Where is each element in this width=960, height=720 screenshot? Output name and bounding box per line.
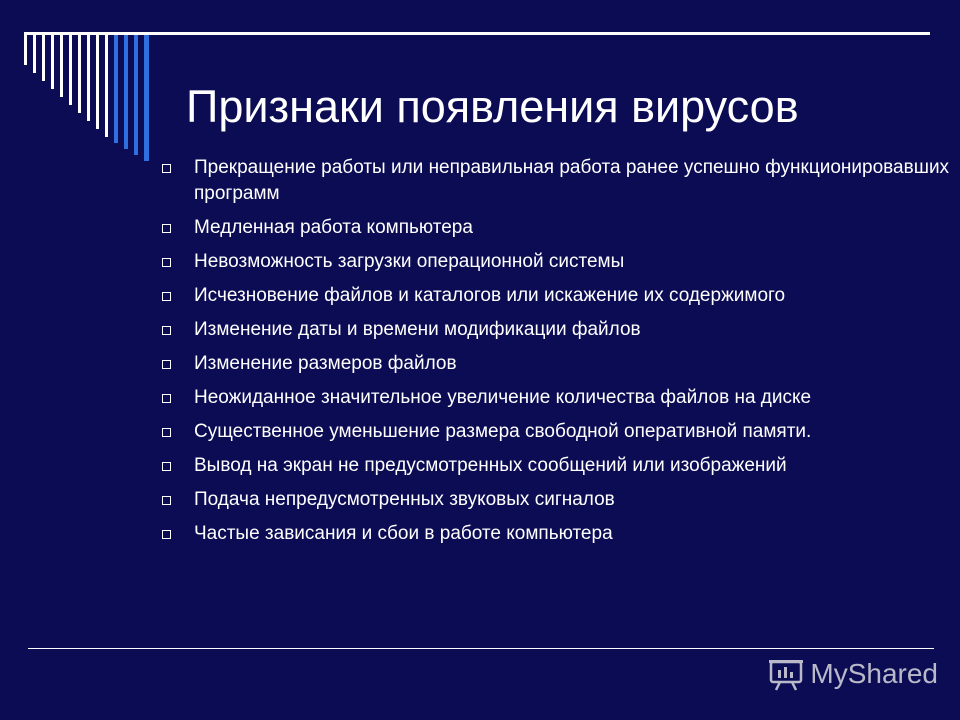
bullet-text: Частые зависания и сбои в работе компьютера: [194, 523, 613, 544]
square-bullet-icon: [162, 326, 171, 335]
bullet-item: [160, 487, 950, 513]
stripe: [42, 35, 45, 81]
watermark-logo: [768, 654, 938, 694]
stripe: [134, 35, 138, 155]
watermark-text: MyShared: [810, 658, 938, 689]
bullet-item: [160, 249, 950, 275]
bullet-item: [160, 283, 950, 309]
bullet-text: Вывод на экран не предусмотренных сообщений или изображений: [194, 455, 787, 476]
bullet-text: Неожиданное значительное увеличение количества файлов на диске: [194, 387, 812, 408]
bullet-text: Изменение размеров файлов: [194, 353, 457, 374]
stripe: [78, 35, 81, 113]
square-bullet-icon: [162, 496, 171, 505]
square-bullet-icon: [162, 530, 171, 539]
stripe: [124, 35, 128, 149]
square-bullet-icon: [162, 428, 171, 437]
bullet-list: [160, 155, 950, 547]
stripe: [24, 35, 27, 65]
stripe: [114, 35, 118, 143]
bullet-item: [160, 419, 950, 445]
bullet-text: Существенное уменьшение размера свободной оперативной памяти.: [194, 421, 812, 442]
bullet-item: [160, 521, 950, 547]
bullet-item: [160, 155, 950, 207]
classroom-board-icon: [768, 656, 804, 692]
stripe: [96, 35, 99, 129]
stripe: [105, 35, 108, 137]
bullet-item: [160, 215, 950, 241]
bullet-text: Подача непредусмотренных звуковых сигналов: [194, 489, 615, 510]
bullet-item: [160, 453, 950, 479]
bullet-text: Изменение даты и времени модификации файлов: [194, 319, 641, 340]
bullet-text: Медленная работа компьютера: [194, 217, 473, 238]
bullet-text: Исчезновение файлов и каталогов или искажение их содержимого: [194, 285, 786, 306]
stripe: [33, 35, 36, 73]
bullet-item: [160, 351, 950, 377]
bullet-text: Прекращение работы или неправильная работа ранее успешно функционировавших программ: [194, 157, 950, 204]
stripe: [144, 35, 149, 161]
stripe: [51, 35, 54, 89]
stripe: [69, 35, 72, 105]
bottom-rule: [28, 648, 934, 649]
bullet-item: [160, 385, 950, 411]
square-bullet-icon: [162, 258, 171, 267]
square-bullet-icon: [162, 292, 171, 301]
stripe: [87, 35, 90, 121]
square-bullet-icon: [162, 224, 171, 233]
square-bullet-icon: [162, 462, 171, 471]
square-bullet-icon: [162, 164, 171, 173]
slide-title: Признаки появления вирусов: [186, 81, 799, 132]
square-bullet-icon: [162, 394, 171, 403]
square-bullet-icon: [162, 360, 171, 369]
stripe: [60, 35, 63, 97]
bullet-item: [160, 317, 950, 343]
bullet-text: Невозможность загрузки операционной системы: [194, 251, 625, 272]
decorative-stripes: [24, 35, 164, 165]
